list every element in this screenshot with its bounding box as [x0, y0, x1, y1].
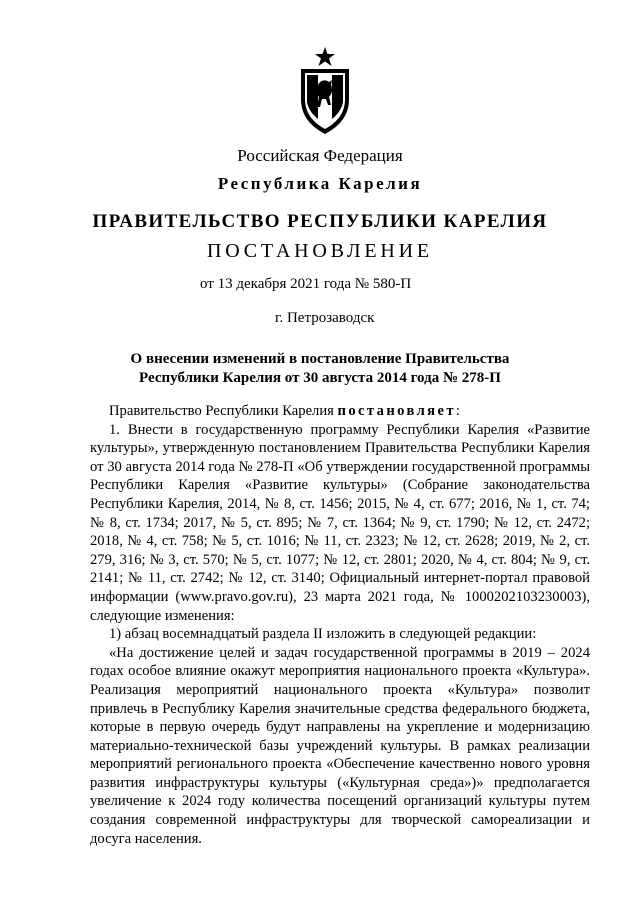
document-date-number: от 13 декабря 2021 года № 580-П [200, 276, 412, 292]
republic-name: Республика Карелия [217, 174, 423, 193]
document-body [90, 402, 590, 848]
intro-subject: Правительство Республики Карелия [109, 403, 338, 419]
title-line-1: О внесении изменений в постановление Правительства [130, 351, 510, 367]
document-city: г. Петрозаводск [275, 310, 375, 326]
coat-of-arms-emblem [298, 47, 352, 135]
paragraph-1: 1. Внести в государственную программу Республики Карелия «Развитие культуры», утвержденную постановлением Правительства Республики Карелия от 30 августа 2014 года № 278-П «Об утверждении государственной программы Республики Карелия «Развитие культуры» (Собрание законодательства Республики Карелия, 2014, № 8, ст. 1456; 2015, № 4, ст. 677; 2016, № 1, ст. 74; № 8, ст. 1734; 2017, № 5, ст. 895; № 7, ст. 1364; № 9, ст. 1790; № 12, ст. 2472; 2018, № 4, ст. 758; № 5, ст. 1016; № 11, ст. 2323; № 12, ст. 2628; 2019, № 2, ст. 279, 316; № 3, ст. 570; № 5, ст. 1077; № 12, ст. 2801; 2020, № 4, ст. 804; № 9, ст. 2141; № 11, ст. 2742; № 12, ст. 3140; Официальный интернет-портал правовой информации (www.pravo.gov.ru), 23 марта 2021 года, № 1000202103230003), следующие изменения: [90, 421, 590, 624]
intro-verb: постановляет [337, 403, 456, 419]
star-icon [315, 47, 335, 66]
country-name: Российская Федерация [237, 146, 403, 165]
intro-paragraph [90, 402, 590, 421]
document-title [100, 350, 540, 388]
title-line-2: Республики Карелия от 30 августа 2014 года № 278-П [139, 370, 501, 386]
government-title: ПРАВИТЕЛЬСТВО РЕСПУБЛИКИ КАРЕЛИЯ [92, 211, 548, 232]
document-type: ПОСТАНОВЛЕНИЕ [207, 240, 433, 262]
paragraph-3: «На достижение целей и задач государственной программы в 2019 – 2024 годах особое влияние окажут мероприятия национального проекта «Культура». Реализация мероприятий национального проекта «Культура» позволит привлечь в Республику Карелия значительные средства федерального бюджета, которые в первую очередь будут направлены на укрепление и модернизацию материально-технической базы учреждений культуры. В рамках реализации мероприятий регионального проекта «Обеспечение качественно нового уровня развития инфраструктуры культуры («Культурная среда»)» предполагается увеличение к 2024 году количества посещений организаций культуры путем создания современной инфраструктуры для творческой самореализации и досуга населения. [90, 644, 590, 847]
paragraph-2: 1) абзац восемнадцатый раздела II изложить в следующей редакции: [109, 626, 537, 643]
intro-colon: : [455, 403, 460, 419]
